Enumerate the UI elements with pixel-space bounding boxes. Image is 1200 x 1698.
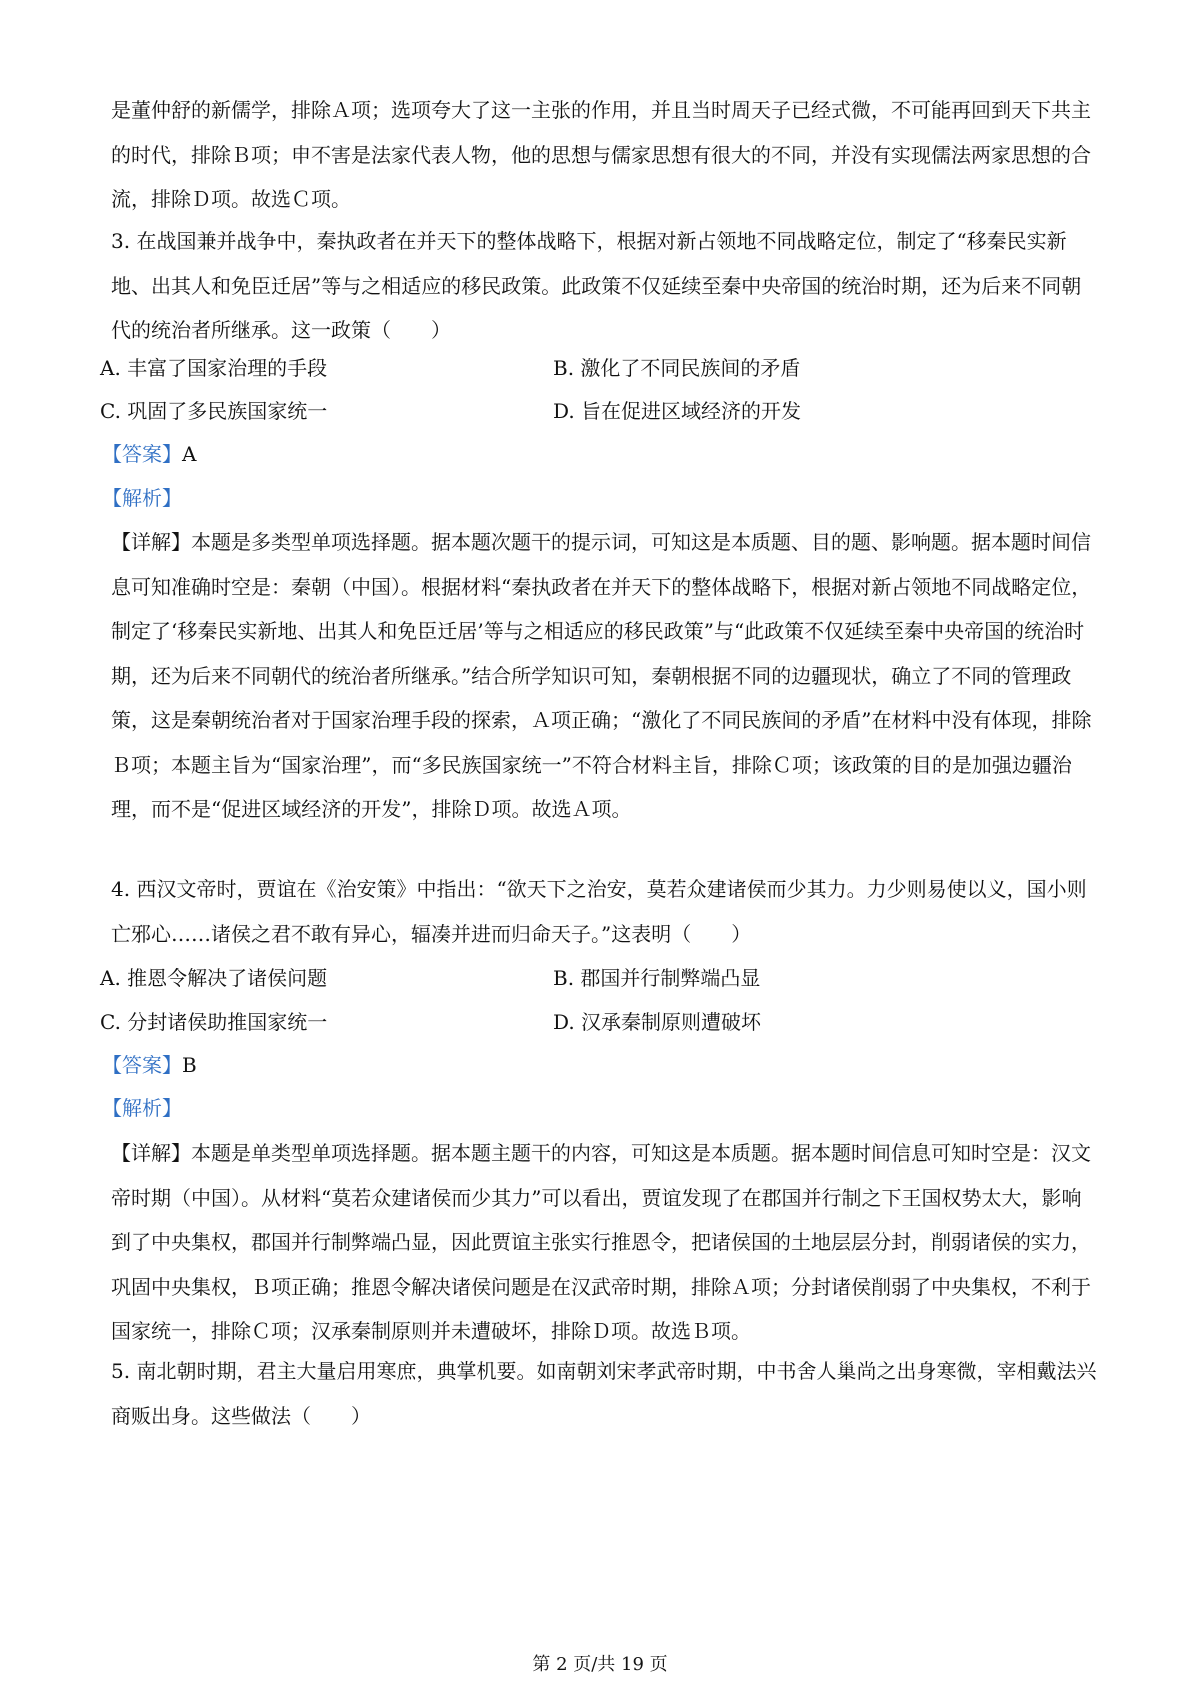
question-5-stem: 5. 南北朝时期，君主大量启用寒庶，典掌机要。如南朝刘宋孝武帝时期，中书舍人巢尚之出身寒微，宰相戴法兴商贩出身。这些做法（ ） (111, 1359, 1097, 1428)
answer-value: B (182, 1053, 197, 1077)
q3-option-c: C. 巩固了多民族国家统一 (100, 399, 328, 423)
q4-option-a: A. 推恩令解决了诸侯问题 (100, 966, 328, 990)
q3-option-a: A. 丰富了国家治理的手段 (100, 356, 328, 380)
q3-answer (102, 439, 196, 469)
q3-option-b: B. 激化了不同民族间的矛盾 (553, 356, 801, 380)
question-3-stem: 3. 在战国兼并战争中，秦执政者在并天下的整体战略下，根据对新占领地不同战略定位，制定了“移秦民实新地、出其人和免臣迁居”等与之相适应的移民政策。此政策不仅延续至秦中央帝国的统治时期，还为后来不同朝代的统治者所继承。这一政策（ ） (111, 229, 1082, 342)
detail-text: 本题是单类型单项选择题。据本题主题干的内容，可知这是本质题。据本题时间信息可知时空是：汉文帝时期（中国）。从材料“莫若众建诸侯而少其力”可以看出，贾谊发现了在郡国并行制之下王国权势太大，影响到了中央集权，郡国并行制弊端凸显，因此贾谊主张实行推恩令，把诸侯国的土地层层分封，削弱诸侯的实力，巩固中央集权，Ｂ项正确；推恩令解决诸侯问题是在汉武帝时期，排除Ａ项；分封诸侯削弱了中央集权，不利于国家统一，排除Ｃ项；汉承秦制原则并未遭破坏，排除Ｄ项。故选Ｂ项。 (111, 1141, 1091, 1343)
q4-option-d: D. 汉承秦制原则遭破坏 (553, 1010, 762, 1034)
detail-text: 本题是多类型单项选择题。据本题次题干的提示词，可知这是本质题、目的题、影响题。据本题时间信息可知准确时空是：秦朝（中国）。根据材料“秦执政者在并天下的整体战略下，根据对新占领地不同战略定位，制定了‘移秦民实新地、出其人和免臣迁居’等与之相适应的移民政策”与“此政策不仅延续至秦中央帝国的统治时期，还为后来不同朝代的统治者所继承。”结合所学知识可知，秦朝根据不同的边疆现状，确立了不同的管理政策，这是秦朝统治者对于国家治理手段的探索，Ａ项正确；“激化了不同民族间的矛盾”在材料中没有体现，排除Ｂ项；本题主旨为“国家治理”，而“多民族国家统一”不符合材料主旨，排除Ｃ项；该政策的目的是加强边疆治理，而不是“促进区域经济的开发”，排除Ｄ项。故选Ａ项。 (111, 530, 1092, 821)
q4-answer (102, 1050, 197, 1080)
q4-option-c: C. 分封诸侯助推国家统一 (100, 1010, 328, 1034)
q4-option-b: B. 郡国并行制弊端凸显 (553, 966, 761, 990)
q3-option-d: D. 旨在促进区域经济的开发 (553, 399, 802, 423)
question-4-stem: 4. 西汉文帝时，贾谊在《治安策》中指出：“欲天下之治安，莫若众建诸侯而少其力。力少则易使以义，国小则亡邪心……诸侯之君不敢有异心，辐凑并进而归命天子。”这表明（ ） (111, 877, 1087, 946)
page-footer: 第 2 页/共 19 页 (532, 1654, 668, 1675)
answer-tag: 【答案】 (102, 442, 182, 466)
detail-tag: 【详解】 (111, 530, 191, 554)
q4-detail (111, 1131, 1101, 1354)
answer-tag: 【答案】 (102, 1053, 182, 1077)
answer-value: A (182, 442, 197, 466)
previous-analysis-continuation: 是董仲舒的新儒学，排除Ａ项；选项夸大了这一主张的作用，并且当时周天子已经式微，不可能再回到天下共主的时代，排除Ｂ项；申不害是法家代表人物，他的思想与儒家思想有很大的不同，并没有实现儒法两家思想的合流，排除Ｄ项。故选Ｃ项。 (111, 98, 1091, 211)
detail-tag: 【详解】 (111, 1141, 191, 1165)
q4-analysis-tag: 【解析】 (102, 1096, 182, 1120)
q3-detail (111, 520, 1101, 832)
q3-analysis-tag: 【解析】 (102, 486, 182, 510)
